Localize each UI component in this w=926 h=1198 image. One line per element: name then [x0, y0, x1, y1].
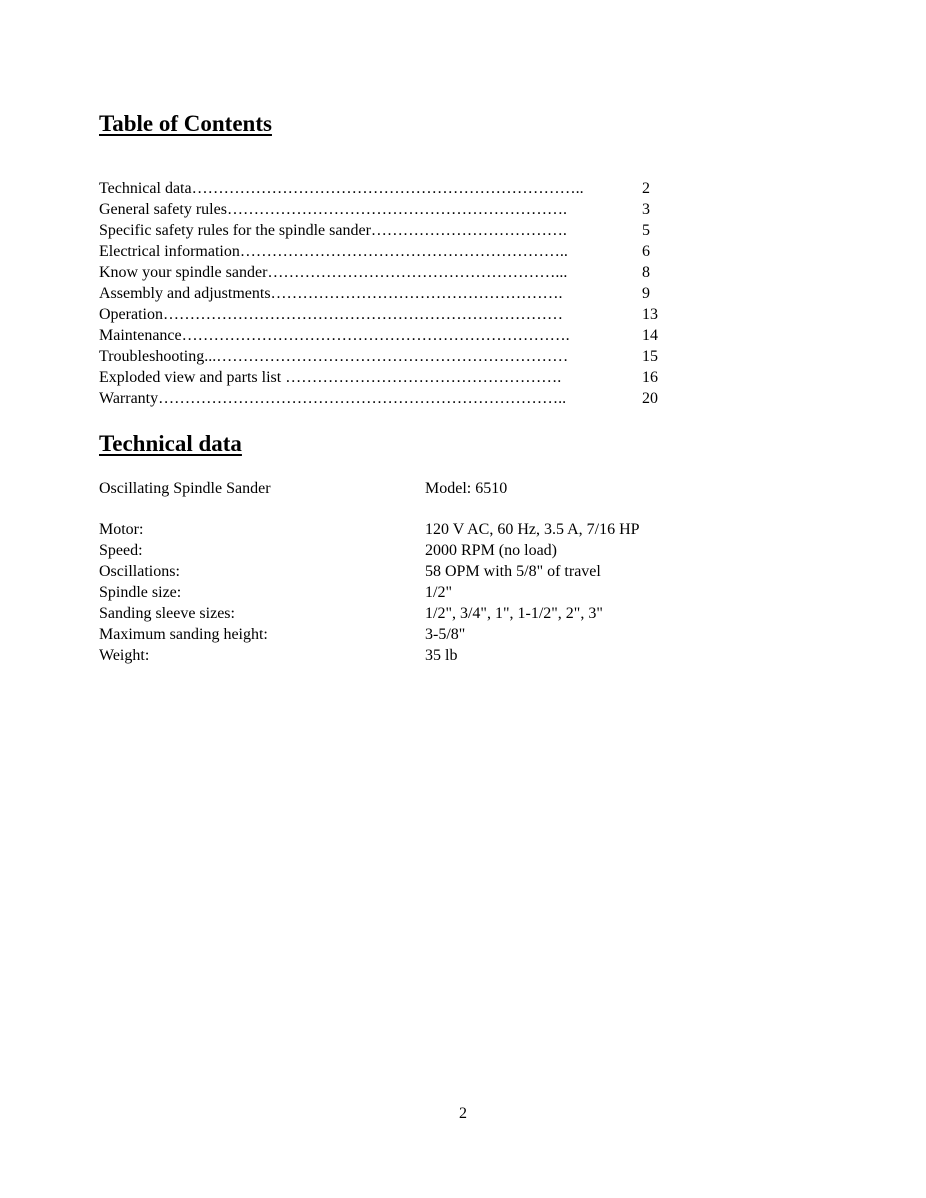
toc-entry[interactable] [99, 199, 669, 220]
toc-entry-page: 14 [642, 327, 658, 344]
toc-entry-page: 15 [642, 348, 658, 365]
toc-entry-page: 20 [642, 390, 658, 407]
spec-value: 3-5/8" [425, 626, 466, 643]
toc-entry[interactable] [99, 346, 669, 367]
spec-row [99, 624, 739, 645]
spec-value: 120 V AC, 60 Hz, 3.5 A, 7/16 HP [425, 521, 640, 538]
toc-entry[interactable] [99, 367, 669, 388]
spec-row [99, 582, 739, 603]
spec-list [99, 519, 739, 666]
toc-entry-title: Exploded view and parts list ……………………………………………. [99, 369, 562, 386]
spec-label: Spindle size: [99, 584, 182, 601]
toc-entry-page: 9 [642, 285, 650, 302]
toc-entry-page: 3 [642, 201, 650, 218]
spec-row [99, 561, 739, 582]
spec-row [99, 645, 739, 666]
toc-entry-title: Operation………………………………………………………………… [99, 306, 563, 323]
toc-entry-title: Electrical information…………………………………………………….. [99, 243, 568, 260]
spec-value: 1/2", 3/4", 1", 1-1/2", 2", 3" [425, 605, 603, 622]
toc-entry-page: 6 [642, 243, 650, 260]
spec-value: 2000 RPM (no load) [425, 542, 557, 559]
toc-entry-page: 13 [642, 306, 658, 323]
toc-entry-title: Maintenance………………………………………………………………. [99, 327, 570, 344]
toc-entry-title: General safety rules………………………………………………………. [99, 201, 567, 218]
toc-heading: Table of Contents [99, 111, 272, 136]
toc-entry[interactable] [99, 304, 669, 325]
model-number: Model: 6510 [425, 480, 508, 497]
spec-label: Sanding sleeve sizes: [99, 605, 235, 622]
spec-label: Oscillations: [99, 563, 180, 580]
toc-entry-title: Technical data……………………………………………………………….. [99, 180, 584, 197]
spec-value: 1/2" [425, 584, 452, 601]
spec-value: 58 OPM with 5/8" of travel [425, 563, 601, 580]
toc-entry[interactable] [99, 178, 669, 199]
spec-value: 35 lb [425, 647, 458, 664]
spec-row [99, 540, 739, 561]
spec-row [99, 519, 739, 540]
toc-entry-page: 5 [642, 222, 650, 239]
toc-list [99, 178, 669, 409]
spec-label: Motor: [99, 521, 144, 538]
toc-entry[interactable] [99, 325, 669, 346]
toc-entry-title: Assembly and adjustments………………………………………………. [99, 285, 563, 302]
toc-entry[interactable] [99, 388, 669, 409]
spec-label: Speed: [99, 542, 143, 559]
product-name: Oscillating Spindle Sander [99, 480, 271, 497]
technical-data-heading: Technical data [99, 431, 242, 456]
toc-entry-title: Specific safety rules for the spindle sander………………………………. [99, 222, 567, 239]
toc-entry-page: 2 [642, 180, 650, 197]
toc-entry-title: Know your spindle sander………………………………………………... [99, 264, 568, 281]
toc-entry-page: 16 [642, 369, 658, 386]
toc-entry[interactable] [99, 220, 669, 241]
toc-entry-page: 8 [642, 264, 650, 281]
toc-entry[interactable] [99, 241, 669, 262]
spec-label: Weight: [99, 647, 150, 664]
toc-entry-title: Warranty………………………………………………………………….. [99, 390, 567, 407]
spec-label: Maximum sanding height: [99, 626, 268, 643]
page-number: 2 [459, 1105, 467, 1122]
toc-entry[interactable] [99, 283, 669, 304]
toc-entry-title: Troubleshooting...………………………………………………………… [99, 348, 569, 365]
spec-row [99, 603, 739, 624]
toc-entry[interactable] [99, 262, 669, 283]
